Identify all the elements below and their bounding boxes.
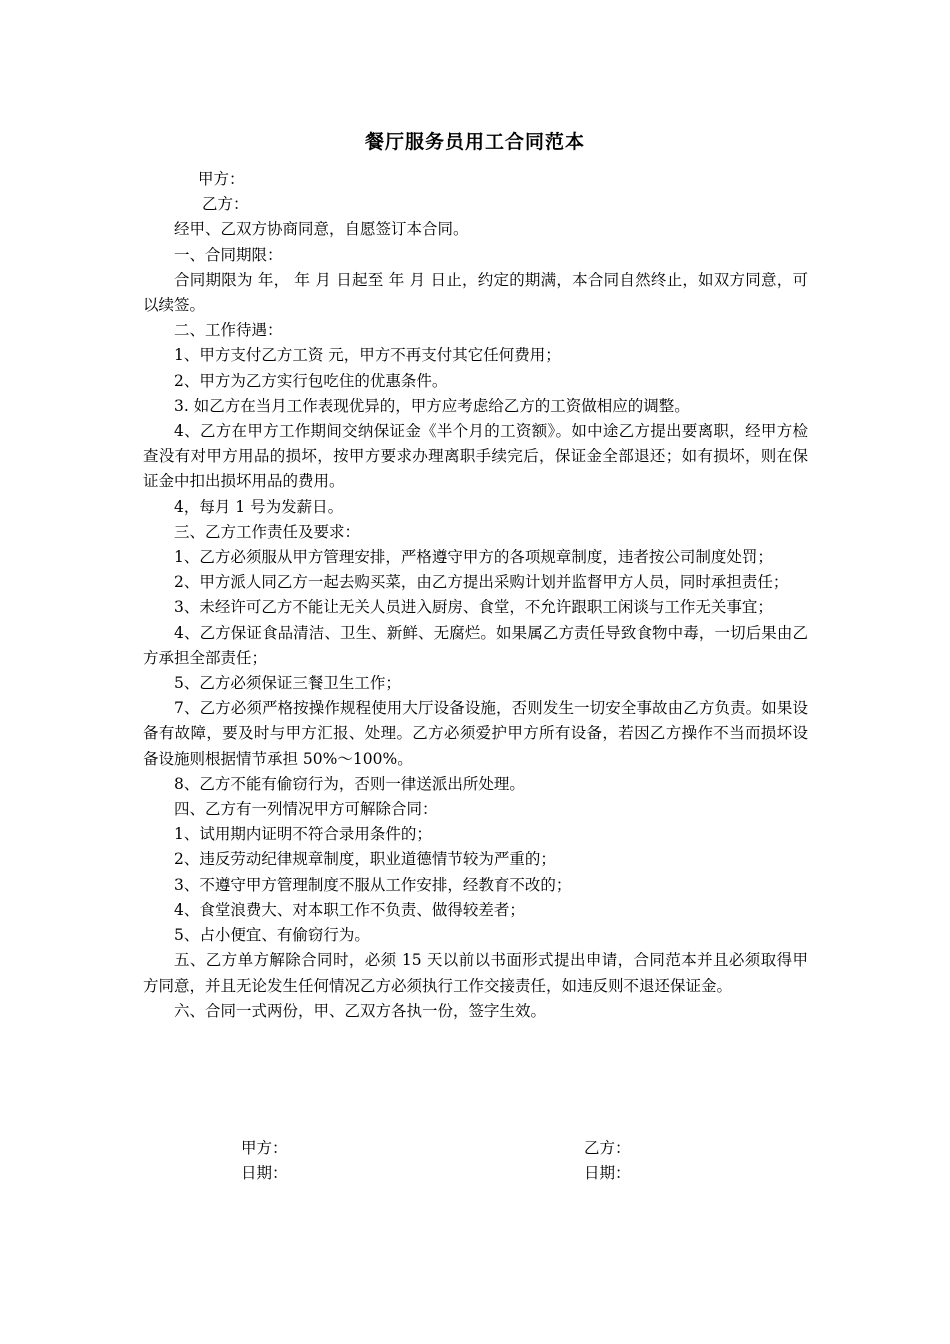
duty-clause-3: 3、未经许可乙方不能让无关人员进入厨房、食堂，不允许跟职工闲谈与工作无关事宜；	[174, 598, 773, 617]
section-heading-termination: 四、乙方有一列情况甲方可解除合同：	[174, 800, 438, 819]
duty-clause-4: 4、乙方保证食品清洁、卫生、新鲜、无腐烂。如果属乙方责任导致食物中毒，一切后果由乙方承担全部责任；	[143, 623, 808, 667]
duty-clause-2: 2、甲方派人同乙方一起去购买菜，由乙方提出采购计划并监督甲方人员，同时承担责任；	[174, 573, 789, 592]
duty-clause-5: 5、乙方必须保证三餐卫生工作；	[174, 674, 401, 693]
pay-clause-3: 3. 如乙方在当月工作表现优异的，甲方应考虑给乙方的工资做相应的调整。	[174, 396, 690, 415]
duty-clause-8: 8、乙方不能有偷窃行为，否则一律送派出所处理。	[174, 774, 525, 793]
document-title: 餐厅服务员用工合同范本	[364, 131, 585, 153]
pay-clause-4: 4、乙方在甲方工作期间交纳保证金《半个月的工资额》。如中途乙方提出要离职，经甲方检查没有对甲方用品的损坏，按甲方要求办理离职手续完后，保证金全部退还；如有损坏，则在保证金中扣出损坏用品的费用。	[143, 422, 808, 491]
termination-clause-4: 4、食堂浪费大、对本职工作不负责、做得较差者；	[174, 900, 525, 919]
pay-clause-5: 4，每月 1 号为发薪日。	[174, 497, 344, 516]
termination-clause-1: 1、试用期内证明不符合录用条件的；	[174, 825, 432, 844]
party-a-line: 甲方：	[198, 170, 245, 188]
termination-clause-5: 5、占小便宜、有偷窃行为。	[174, 926, 370, 945]
section-five-resignation: 五、乙方单方解除合同时，必须 15 天以前以书面形式提出申请，合同范本并且必须取得甲方同意，并且无论发生任何情况乙方必须执行工作交接责任，如违反则不退还保证金。	[143, 951, 808, 995]
signature-party-b: 乙方：	[584, 1139, 631, 1157]
contract-body	[143, 167, 808, 1049]
signature-party-a: 甲方：	[241, 1139, 288, 1157]
termination-clause-3: 3、不遵守甲方管理制度不服从工作安排，经教育不改的；	[174, 875, 572, 894]
section-six-copies: 六、合同一式两份，甲、乙双方各执一份，签字生效。	[174, 1001, 547, 1020]
termination-clause-2: 2、违反劳动纪律规章制度，职业道德情节较为严重的；	[174, 850, 556, 869]
section-heading-term: 一、合同期限：	[174, 245, 283, 264]
pay-clause-2: 2、甲方为乙方实行包吃住的优惠条件。	[174, 371, 448, 390]
duty-clause-1: 1、乙方必须服从甲方管理安排，严格遵守甲方的各项规章制度，违者按公司制度处罚；	[174, 548, 773, 567]
signature-date-a: 日期：	[241, 1164, 288, 1182]
pay-clause-1: 1、甲方支付乙方工资 元，甲方不再支付其它任何费用；	[174, 346, 561, 365]
signature-date-b: 日期：	[584, 1164, 631, 1182]
agreement-statement: 经甲、乙双方协商同意，自愿签订本合同。	[174, 220, 469, 239]
section-heading-pay: 二、工作待遇：	[174, 321, 283, 340]
party-b-line: 乙方：	[202, 195, 249, 214]
section-heading-duties: 三、乙方工作责任及要求：	[174, 522, 361, 541]
term-clause: 合同期限为 年， 年 月 日起至 年 月 日止，约定的期满，本合同自然终止，如双方同意，可以续签。	[143, 270, 808, 315]
duty-clause-7: 7、乙方必须严格按操作规程使用大厅设备设施，否则发生一切安全事故由乙方负责。如果设备有故障，要及时与甲方汇报、处理。乙方必须爱护甲方所有设备，若因乙方操作不当而损坏设备设施则根据情节承担 50%～100%。	[143, 699, 808, 768]
